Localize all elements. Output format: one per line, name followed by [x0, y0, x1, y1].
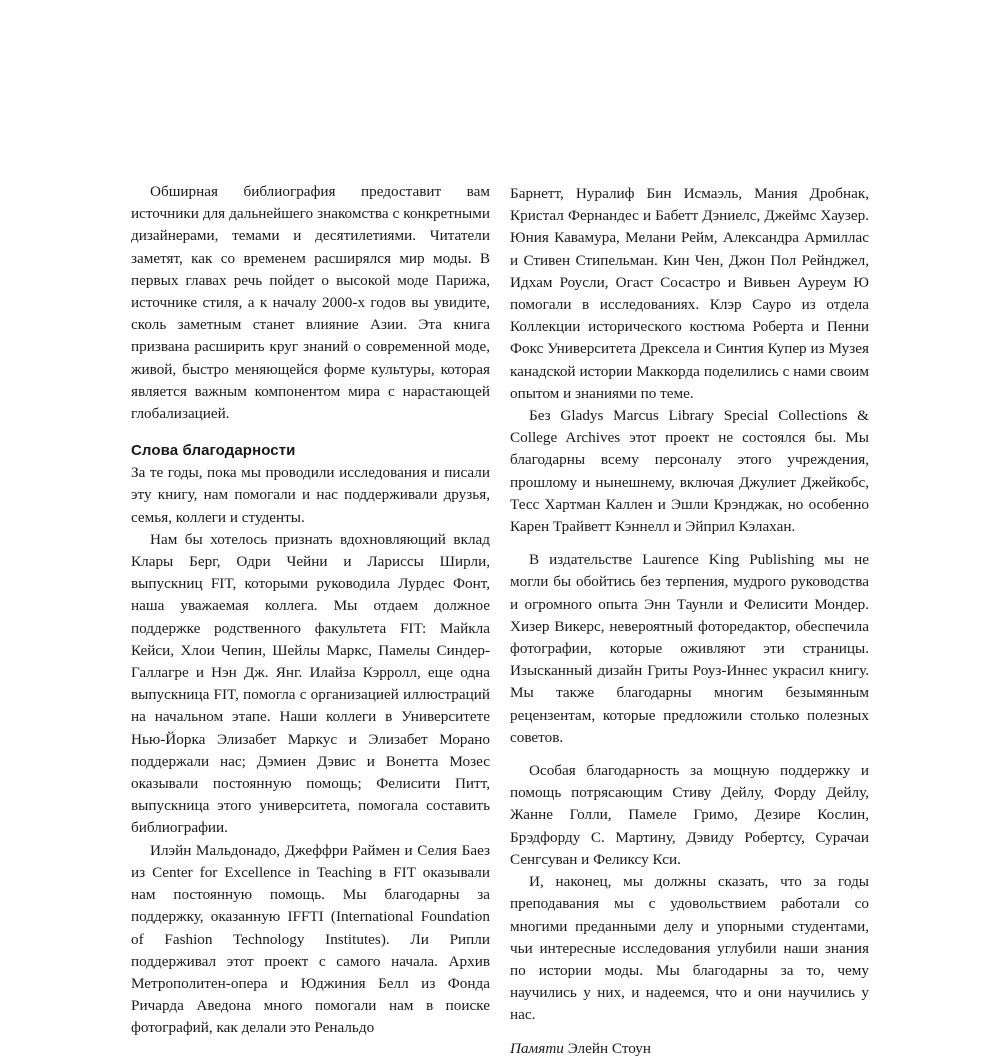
acknowledgements-paragraph: Без Gladys Marcus Library Special Collections & College Archives этот проект не состоялся бы. Мы благодарны всему персоналу этого учреждения, прошлому и нынешнему, включая Джулиет Джейкобс, Тесс Хартман Каллен и Эшли Крэнджак, но особенно Карен Трайветт Кэннелл и Эйприл Кэлахан. [510, 407, 869, 536]
acknowledgements-paragraph: В издательстве Laurence King Publishing мы не могли бы обойтись без терпения, мудрого руководства и огромного опыта Энн Таунли и Фелисити Мондер. Хизер Викерс, невероятный фоторедактор, обеспечила фотографии, которые оживляют эти страницы. Изысканный дизайн Гриты Роуз-Иннес украсил книгу. Мы также благодарны многим безымянным рецензентам, которые предложили столько полезных советов. [510, 551, 869, 746]
acknowledgements-paragraph: Нам бы хотелось признать вдохновляющий вклад Клары Берг, Одри Чейни и Ларисcы Ширли, выпускниц FIT, которыми руководила Лурдес Фонт, наша уважаемая коллега. Мы отдаем должное поддержке родственного факультета FIT: Майкла Кейси, Хлои Чепин, Шейлы Маркс, Памелы Синдер-Галлагре и Нэн Дж. Янг. Илайза Кэрролл, еще одна выпускница FIT, помогла с организацией иллюстраций на начальном этапе. Наши коллеги в Университете Нью-Йорка Элизабет Маркус и Элизабет Морано поддержали нас; Дэмиен Дэвис и Вонетта Мозес оказывали постоянную помощь; Фелисити Питт, выпускница этого университета, помогала составить библиографии. [131, 530, 490, 837]
dedication-line [510, 1038, 869, 1060]
acknowledgements-paragraph: Барнетт, Нуралиф Бин Исмаэль, Мания Дробнак, Кристал Фернандес и Бабетт Дэниелс, Джеймс Хаузер. Юния Кавамура, Мелани Рейм, Александра Армиллас и Стивен Стипельман. Кин Чен, Джон Пол Рейнджел, Идхам Роусли, Огаст Сосастро и Вивьен Ауреум Ю помогали в исследованиях. Клэр Сауро из отдела Коллекции исторического костюма Роберта и Пенни Фокс Университета Дрексела и Синтия Купер из Музея канадской истории Маккорда поделились с нами своим опытом и знаниями по теме. [510, 185, 869, 402]
dedication-name: Элейн Стоун [563, 1039, 651, 1057]
right-text-column [510, 183, 869, 1060]
left-text-column [131, 181, 490, 1040]
acknowledgements-paragraph: Особая благодарность за мощную поддержку и помощь потрясающим Стиву Дейлу, Форду Дейлу, Жанне Голли, Памеле Гримо, Дезире Кослин, Брэдфорду С. Мартину, Дэвиду Робертсу, Сурачаи Сенгсуван и Феликсу Кси. [510, 762, 869, 868]
acknowledgements-paragraph: И, наконец, мы должны сказать, что за годы преподавания мы с удовольствием работали со многими преданными делу и упорными студентами, чьи интересные исследования углубили наши знания по истории моды. Мы благодарны за то, чему научились у них, и надеемся, что и они научились у нас. [510, 873, 869, 1024]
dedication-prefix: Памяти [510, 1039, 564, 1057]
intro-paragraph: Обширная библиография предоставит вам источники для дальнейшего знакомства с конкретными дизайнерами, темами и десятилетиями. Читатели заметят, как со временем расширялся мир моды. В первых главах речь пойдет о высокой моде Парижа, источнике стиля, а к началу 2000-х годов вы увидите, сколь заметным станет влияние Азии. Эта книга призвана расширить круг знаний о современной моде, живой, быстро меняющейся форме культуры, которая является важным компонентом мира с нарастающей глобализацией. [131, 183, 490, 423]
acknowledgements-paragraph: За те годы, пока мы проводили исследования и писали эту книгу, нам помогали и нас поддерживали друзья, семья, коллеги и студенты. [131, 464, 490, 526]
acknowledgements-paragraph: Илэйн Мальдонадо, Джеффри Раймен и Селия Баез из Center for Excellence in Teaching в FIT оказывали нам постоянную помощь. Мы благодарны за поддержку, оказанную IFFTI (International Foundation of Fashion Technology Institutes). Ли Рипли поддерживал этот проект с самого начала. Архив Метрополитен-опера и Юджиния Белл из Фонда Ричарда Аведона много помогали нам в поиске фотографий, как делали это Ренальдо [131, 841, 490, 1037]
acknowledgements-heading: Слова благодарности [131, 442, 296, 460]
